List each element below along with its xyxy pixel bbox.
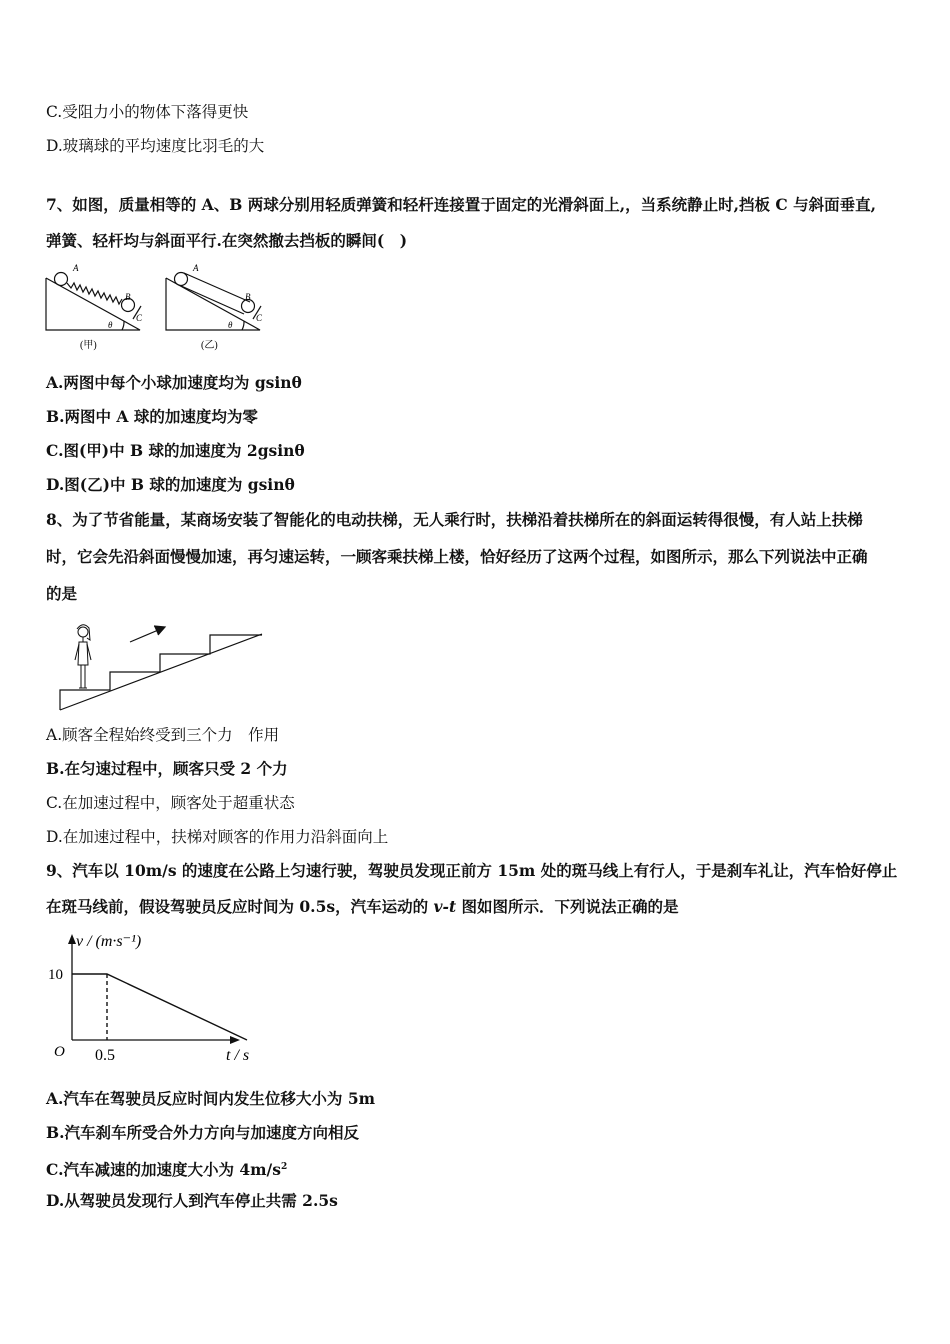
label-c-yi: C <box>256 313 263 323</box>
q9-stem-line2-pre: 在斑马线前，假设驾驶员反应时间为 0.5s，汽车运动的 <box>46 897 434 916</box>
x-tick-label: 0.5 <box>95 1047 115 1064</box>
q7-option-a: A.两图中每个小球加速度均为 gsinθ <box>46 373 302 392</box>
q8-option-a: A.顾客全程始终受到三个力 作用 <box>46 726 280 744</box>
q7-option-c: C.图(甲)中 B 球的加速度为 2gsinθ <box>46 441 305 460</box>
label-b-jia: B <box>125 292 131 302</box>
q6-option-d: D.玻璃球的平均速度比羽毛的大 <box>46 137 265 155</box>
x-axis-label: t / s <box>226 1047 250 1064</box>
caption-yi: (乙) <box>201 340 218 351</box>
label-c-jia: C <box>136 313 143 323</box>
q9-stem-line2 <box>46 897 679 917</box>
y-tick-label: 10 <box>48 967 63 983</box>
q9-option-c <box>46 1157 287 1180</box>
q7-incline-figure <box>40 262 280 352</box>
label-b-yi: B <box>245 292 251 302</box>
escalator-incline <box>60 634 262 710</box>
q7-option-d: D.图(乙)中 B 球的加速度为 gsinθ <box>46 475 295 494</box>
caption-jia: (甲) <box>80 340 97 351</box>
q9-option-c-sup: 2 <box>280 1162 288 1172</box>
y-axis-label: v / (m·s⁻¹) <box>76 933 142 950</box>
origin-label: O <box>54 1044 65 1060</box>
q8-option-c: C.在加速过程中，顾客处于超重状态 <box>46 794 295 812</box>
q9-option-a: A.汽车在驾驶员反应时间内发生位移大小为 5m <box>46 1089 376 1108</box>
q9-option-b: B.汽车刹车所受合外力方向与加速度方向相反 <box>46 1123 359 1142</box>
q8-escalator-figure <box>58 620 268 712</box>
q6-option-c: C.受阻力小的物体下落得更快 <box>46 103 249 121</box>
q7-stem-line1: 7、如图，质量相等的 A、B 两球分别用轻质弹簧和轻杆连接置于固定的光滑斜面上,，当系统静止时,挡板 C 与斜面垂直, <box>46 195 877 214</box>
q8-stem-line2: 时，它会先沿斜面慢慢加速，再匀速运转，一顾客乘扶梯上楼，恰好经历了这两个过程，如图所示，那么下列说法中正确 <box>46 547 868 566</box>
q9-stem-line2-post: 图如图所示．下列说法正确的是 <box>456 897 679 916</box>
customer-figure <box>75 625 91 688</box>
x-axis-arrow <box>230 1036 240 1044</box>
q9-option-c-text: C.汽车减速的加速度大小为 4m/s <box>46 1160 281 1180</box>
q8-option-d: D.在加速过程中，扶梯对顾客的作用力沿斜面向上 <box>46 828 389 846</box>
q8-stem-line3: 的是 <box>46 584 78 603</box>
q8-stem-line1: 8、为了节省能量，某商场安装了智能化的电动扶梯，无人乘行时，扶梯沿着扶梯所在的斜面运转得很慢，有人站上扶梯 <box>46 510 863 529</box>
y-axis-arrow <box>68 934 76 944</box>
label-theta-jia: θ <box>108 320 113 330</box>
q9-option-d: D.从驾驶员发现行人到汽车停止共需 2.5s <box>46 1191 338 1210</box>
label-a-yi: A <box>193 263 199 273</box>
label-a-jia: A <box>73 263 79 273</box>
q9-vt-label: v-t <box>433 897 457 916</box>
q9-vt-chart <box>40 926 270 1066</box>
velocity-line <box>72 974 247 1040</box>
q8-option-b: B.在匀速过程中，顾客只受 2 个力 <box>46 759 288 778</box>
label-theta-yi: θ <box>228 320 233 330</box>
q7-stem-line2: 弹簧、轻杆均与斜面平行.在突然撤去挡板的瞬间( ) <box>46 231 408 250</box>
q9-stem-line1: 9、汽车以 10m/s 的速度在公路上匀速行驶，驾驶员发现正前方 15m 处的斑马线上有行人，于是刹车礼让，汽车恰好停止 <box>46 861 898 880</box>
q7-option-b: B.两图中 A 球的加速度均为零 <box>46 407 258 426</box>
